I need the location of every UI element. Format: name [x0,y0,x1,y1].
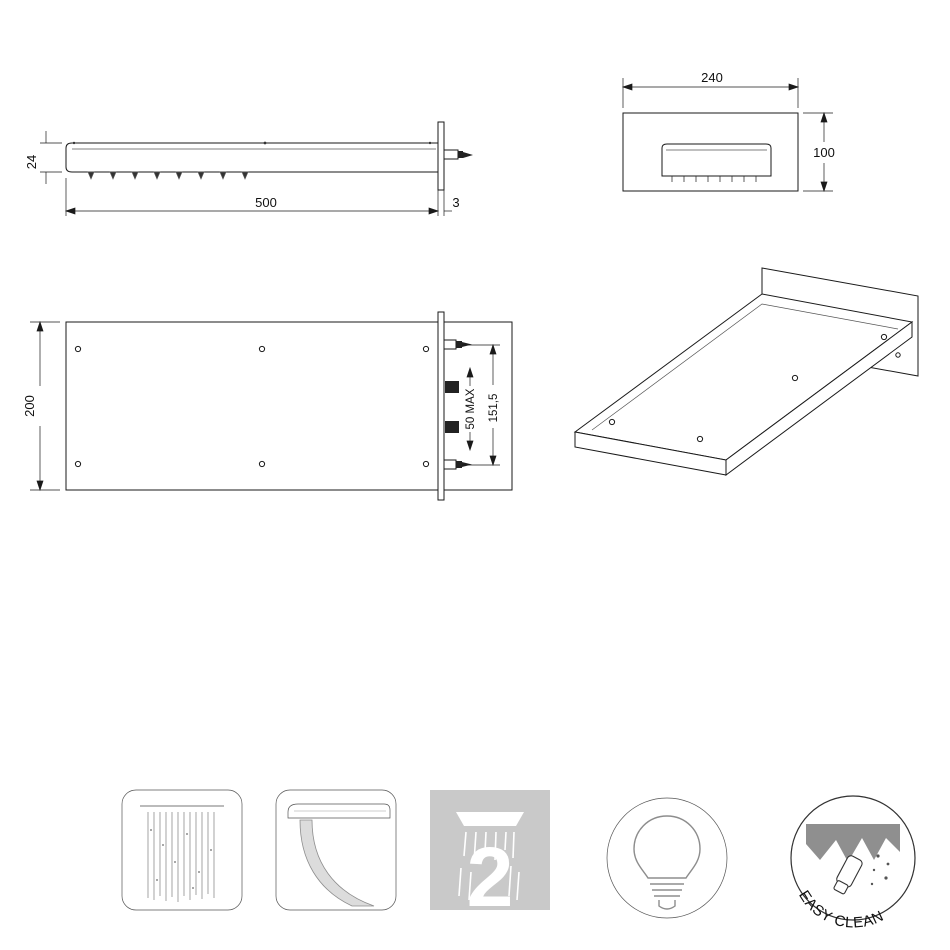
feature-icon-light-bulb [607,798,727,918]
dim-3-value: 3 [452,195,460,210]
feature-icon-waterfall [276,790,396,910]
easy-clean-label: EASY CLEAN [795,887,887,932]
dim-50max-value: 50 MAX [465,388,477,430]
dim-200-value: 200 [22,395,37,417]
feature-icon-rain-shower [122,790,242,910]
dim-1515-value: 151,5 [488,393,500,423]
side-view [24,122,473,216]
dim-24-value: 24 [24,154,39,170]
feature-icon-easy-clean [791,796,915,932]
dim-240-value: 240 [701,70,723,85]
two-functions-number: 2 [466,830,514,924]
top-view [22,312,512,500]
feature-icon-two-functions [430,790,550,924]
dim-24-leader [40,131,62,184]
dim-100-value: 100 [813,145,835,160]
front-view [623,70,835,191]
dim-500-value: 500 [255,195,277,210]
iso-view [575,268,918,475]
dim-500-leader [66,178,438,216]
